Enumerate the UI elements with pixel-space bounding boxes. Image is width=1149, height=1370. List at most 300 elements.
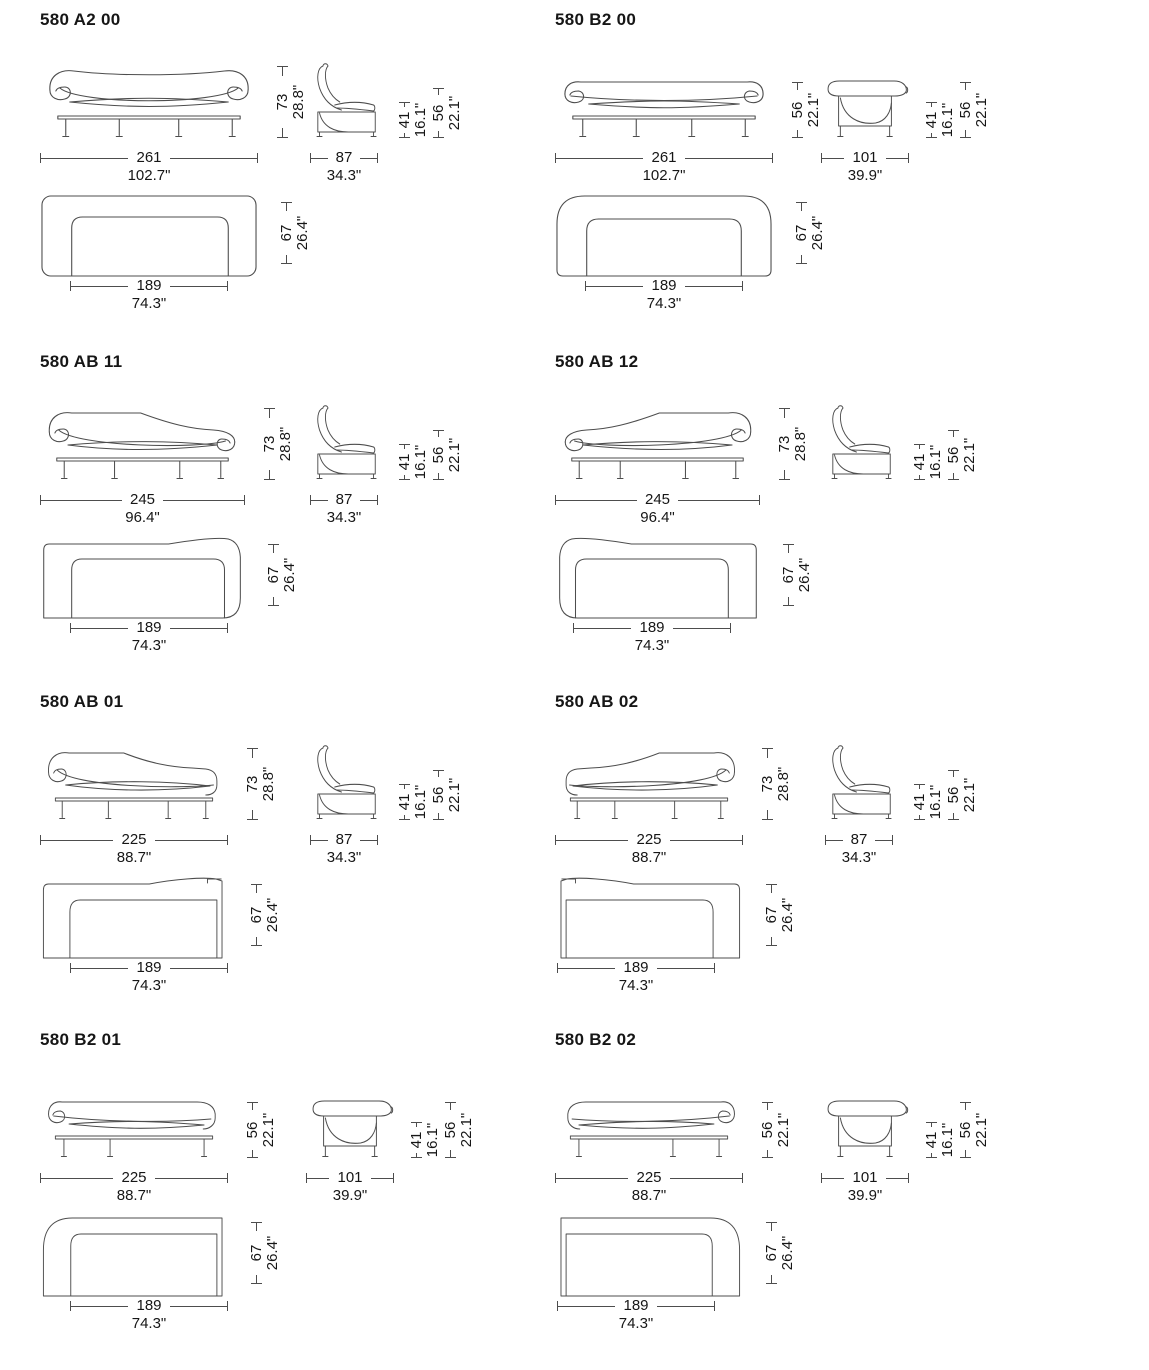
dim-seg (685, 158, 772, 159)
dimension-cm: 56 (945, 786, 962, 804)
dim-tick (762, 1157, 773, 1158)
dimension-line (555, 832, 743, 848)
dimension-label (764, 1236, 796, 1271)
dimension-cm: 87 (335, 491, 353, 508)
product-code: 580 B2 02 (555, 1030, 637, 1049)
dim-seg (822, 1178, 844, 1179)
dimension-cm: 56 (789, 101, 806, 119)
dimension-cm: 41 (396, 111, 413, 129)
dim-seg (41, 840, 113, 841)
front-view-use (566, 753, 734, 819)
dimension-cm: 189 (136, 959, 162, 976)
dimension-inches: 39.9" (847, 1187, 883, 1204)
top-depth-dimension (778, 544, 816, 606)
dimension-inches: 22.1" (775, 1112, 792, 1148)
dimension-label (958, 1113, 990, 1148)
dimension-inches: 22.1" (961, 437, 978, 473)
dimension-inches: 74.3" (131, 1315, 167, 1332)
dim-seg (685, 286, 742, 287)
dimension-inches: 34.3" (841, 849, 877, 866)
front-width-dimension (40, 150, 258, 184)
dimension-cm: 56 (244, 1121, 261, 1139)
dim-seg (170, 286, 227, 287)
front-view-svg (555, 400, 760, 484)
dimension-inches: 22.1" (446, 95, 463, 131)
side-view-use (832, 746, 891, 819)
dim-seg (252, 1102, 253, 1110)
dimension-cm: 67 (265, 566, 282, 584)
dimension-line (557, 1298, 715, 1314)
front-view-use (565, 413, 750, 479)
seat-width-dimension (70, 960, 228, 994)
dimension-cm: 41 (923, 111, 940, 129)
seat-height-dimension (921, 1122, 959, 1158)
dim-seg (678, 500, 759, 501)
top-view-svg (40, 872, 228, 960)
dim-seg (252, 748, 253, 758)
dim-tick (247, 1157, 258, 1158)
dimension-line (555, 150, 773, 166)
dim-seg (311, 158, 328, 159)
side-view-drawing (306, 740, 382, 824)
dim-tick (227, 1301, 228, 1311)
seat-width-dimension (70, 620, 228, 654)
dimension-line (310, 492, 378, 508)
front-width-dimension (555, 1170, 743, 1204)
dim-seg (574, 628, 631, 629)
dimension-cm: 101 (852, 149, 878, 166)
top-view-svg (40, 1210, 228, 1298)
dim-seg (875, 840, 892, 841)
product-code: 580 AB 02 (555, 692, 639, 711)
dim-tick (960, 137, 971, 138)
dimension-label (431, 96, 463, 131)
front-view-use (49, 1102, 216, 1157)
dimension-inches: 16.1" (412, 784, 429, 820)
dim-seg (558, 968, 615, 969)
dimension-label (790, 93, 822, 128)
dim-seg (256, 1222, 257, 1231)
seat-height-dimension (394, 784, 432, 820)
dim-seg (438, 770, 439, 777)
side-view-svg (821, 400, 897, 484)
dimension-cm: 41 (408, 1131, 425, 1149)
dimension-inches: 16.1" (927, 444, 944, 480)
dim-tick (742, 835, 743, 845)
dimension-inches: 88.7" (631, 1187, 667, 1204)
dimension-inches: 26.4" (796, 557, 813, 593)
top-depth-dimension (276, 202, 314, 264)
top-view-svg (555, 872, 743, 960)
dim-tick (908, 1173, 909, 1183)
dimension-label (764, 898, 796, 933)
mirror-group (561, 1218, 740, 1296)
dimension-inches: 34.3" (326, 849, 362, 866)
dimension-cm: 189 (136, 619, 162, 636)
front-view-drawing (40, 1078, 228, 1162)
top-view-drawing (555, 872, 743, 960)
dimension-inches: 28.8" (792, 426, 809, 462)
dim-seg (273, 544, 274, 553)
top-view-use (560, 538, 757, 618)
top-view-svg (555, 532, 760, 620)
seat-width-dimension (70, 278, 228, 312)
dimension-inches: 88.7" (116, 849, 152, 866)
dim-seg (771, 1222, 772, 1231)
dim-tick (908, 153, 909, 163)
dimension-cm: 67 (763, 906, 780, 924)
seat-height-dimension (394, 444, 432, 480)
dim-seg (657, 968, 714, 969)
side-width-dimension (821, 1170, 909, 1204)
top-view-use (561, 1218, 740, 1296)
dimension-cm: 225 (121, 831, 147, 848)
dim-tick (251, 1283, 262, 1284)
dim-tick (268, 605, 279, 606)
dimension-line (70, 278, 228, 294)
dimension-label (794, 216, 826, 251)
dim-tick (281, 263, 292, 264)
dimension-cm: 56 (945, 446, 962, 464)
dim-tick (914, 479, 925, 480)
dim-tick (714, 1301, 715, 1311)
dim-seg (797, 82, 798, 90)
mirror-group (565, 413, 750, 479)
mirror-group (560, 538, 757, 618)
dimension-inches: 74.3" (618, 1315, 654, 1332)
dim-seg (282, 66, 283, 76)
front-view-drawing (555, 1078, 743, 1162)
mirror-group (568, 1102, 735, 1157)
dimension-label (275, 85, 307, 120)
dimension-inches: 26.4" (281, 557, 298, 593)
front-view-svg (555, 740, 743, 824)
dimension-inches: 26.4" (779, 897, 796, 933)
dim-tick (399, 137, 410, 138)
dimension-inches: 26.4" (779, 1235, 796, 1271)
front-view-svg (40, 400, 245, 484)
dimension-inches: 16.1" (412, 102, 429, 138)
dimension-inches: 28.8" (775, 766, 792, 802)
dim-seg (71, 286, 128, 287)
side-height-dimension (428, 88, 466, 138)
dimension-inches: 28.8" (277, 426, 294, 462)
top-view-use (561, 878, 740, 958)
dimension-line (821, 150, 909, 166)
dimension-cm: 189 (651, 277, 677, 294)
dim-tick (227, 281, 228, 291)
dim-tick (445, 1157, 456, 1158)
seat-height-dimension (909, 444, 947, 480)
dimension-inches: 16.1" (939, 1122, 956, 1158)
dim-seg (71, 968, 128, 969)
dimension-cm: 189 (623, 1297, 649, 1314)
front-view-drawing (40, 58, 258, 142)
dim-tick (277, 137, 288, 138)
front-view-use (568, 1102, 735, 1157)
dimension-cm: 41 (911, 453, 928, 471)
dimension-line (70, 620, 228, 636)
dimension-cm: 189 (136, 277, 162, 294)
dim-tick (714, 963, 715, 973)
dimension-inches: 22.1" (973, 92, 990, 128)
front-view-drawing (555, 740, 743, 824)
side-view-use (828, 1101, 908, 1157)
side-view-drawing (821, 58, 909, 142)
dimension-cm: 67 (248, 1244, 265, 1262)
dim-tick (926, 1157, 937, 1158)
dimension-cm: 41 (911, 793, 928, 811)
dim-tick (227, 1173, 228, 1183)
front-view-use (49, 413, 234, 479)
front-view-drawing (40, 740, 228, 824)
dimension-cm: 261 (651, 149, 677, 166)
dim-tick (251, 945, 262, 946)
side-view-svg (306, 740, 382, 824)
dimension-label (431, 438, 463, 473)
dimension-line (70, 960, 228, 976)
dimension-inches: 34.3" (326, 509, 362, 526)
product-panel (40, 692, 555, 1027)
dim-tick (948, 819, 959, 820)
top-depth-dimension (761, 884, 799, 946)
dimension-label (397, 103, 429, 138)
top-view-use (557, 196, 771, 276)
dim-tick (730, 623, 731, 633)
side-height-dimension (955, 82, 993, 138)
top-depth-dimension (246, 884, 284, 946)
product-panel (40, 10, 555, 345)
dim-seg (41, 158, 128, 159)
dim-tick (792, 137, 803, 138)
front-width-dimension (555, 150, 773, 184)
side-height-dimension (943, 430, 981, 480)
front-height-dimension (259, 408, 297, 480)
dim-seg (788, 544, 789, 553)
dim-seg (886, 1178, 908, 1179)
dim-seg (71, 1306, 128, 1307)
dimension-inches: 74.3" (634, 637, 670, 654)
dim-tick (399, 479, 410, 480)
dimension-line (825, 832, 893, 848)
top-view-drawing (555, 1210, 743, 1298)
dim-seg (163, 500, 244, 501)
dimension-line (310, 150, 378, 166)
product-code: 580 B2 00 (555, 10, 637, 29)
dim-seg (360, 500, 377, 501)
dim-tick (742, 281, 743, 291)
dimension-inches: 88.7" (116, 1187, 152, 1204)
dim-seg (371, 1178, 393, 1179)
dimension-inches: 88.7" (631, 849, 667, 866)
front-view-use (50, 71, 248, 137)
seat-height-dimension (406, 1122, 444, 1158)
dimension-cm: 87 (335, 831, 353, 848)
front-width-dimension (555, 492, 760, 526)
seat-height-dimension (909, 784, 947, 820)
dimension-line (70, 1298, 228, 1314)
dimension-inches: 26.4" (264, 1235, 281, 1271)
dimension-line (40, 492, 245, 508)
side-width-dimension (310, 832, 378, 866)
side-view-svg (306, 1078, 394, 1162)
side-height-dimension (943, 770, 981, 820)
dim-tick (399, 819, 410, 820)
dimension-cm: 189 (136, 1297, 162, 1314)
front-view-svg (40, 58, 258, 142)
dim-seg (822, 158, 844, 159)
dim-tick (948, 479, 959, 480)
dimension-inches: 74.3" (131, 295, 167, 312)
dim-seg (953, 430, 954, 437)
dim-tick (762, 819, 773, 820)
dimension-cm: 41 (396, 453, 413, 471)
dimension-label (958, 93, 990, 128)
dim-seg (953, 770, 954, 777)
mirror-group (561, 878, 740, 958)
side-height-dimension (440, 1102, 478, 1158)
front-height-dimension (774, 408, 812, 480)
dimension-cm: 67 (248, 906, 265, 924)
dimension-label (760, 1113, 792, 1148)
front-width-dimension (40, 1170, 228, 1204)
side-view-svg (306, 400, 382, 484)
front-height-dimension (272, 66, 310, 138)
side-view-use (317, 406, 376, 479)
dim-seg (670, 1178, 742, 1179)
top-view-svg (555, 1210, 743, 1298)
dimension-cm: 189 (623, 959, 649, 976)
dimension-label (946, 438, 978, 473)
front-height-dimension (787, 82, 825, 138)
dimension-cm: 245 (644, 491, 671, 508)
dimension-cm: 56 (430, 104, 447, 122)
dim-tick (796, 263, 807, 264)
dim-tick (244, 495, 245, 505)
dimension-inches: 22.1" (446, 437, 463, 473)
dimension-label (912, 445, 944, 480)
product-panel (555, 1030, 1070, 1365)
dimension-cm: 56 (430, 786, 447, 804)
dimension-label (760, 767, 792, 802)
side-view-use (828, 81, 908, 137)
dim-seg (556, 840, 628, 841)
product-code: 580 AB 01 (40, 692, 124, 711)
dimension-cm: 189 (639, 619, 665, 636)
top-depth-dimension (246, 1222, 284, 1284)
dimension-line (310, 832, 378, 848)
dimension-inches: 34.3" (326, 167, 362, 184)
dim-seg (586, 286, 643, 287)
dim-tick (393, 1173, 394, 1183)
dim-seg (269, 408, 270, 418)
front-height-dimension (242, 1102, 280, 1158)
dimension-inches: 16.1" (424, 1122, 441, 1158)
seat-width-dimension (585, 278, 743, 312)
dimension-inches: 16.1" (927, 784, 944, 820)
dimension-cm: 245 (129, 491, 156, 508)
dimension-inches: 102.7" (127, 167, 171, 184)
dimension-cm: 41 (396, 793, 413, 811)
product-panel (40, 352, 555, 687)
top-view-use (43, 1218, 222, 1296)
dimension-inches: 102.7" (642, 167, 686, 184)
front-view-drawing (555, 58, 773, 142)
dimension-label (946, 778, 978, 813)
dimension-label (397, 445, 429, 480)
dimension-cm: 261 (136, 149, 162, 166)
top-depth-dimension (263, 544, 301, 606)
dim-tick (227, 835, 228, 845)
dim-seg (670, 840, 742, 841)
dim-tick (926, 137, 937, 138)
dim-seg (826, 840, 843, 841)
dimension-cm: 56 (957, 1121, 974, 1139)
front-view-use (565, 82, 763, 137)
dim-seg (170, 1306, 227, 1307)
product-code: 580 AB 12 (555, 352, 639, 371)
dimension-label (249, 1236, 281, 1271)
dimension-label (924, 103, 956, 138)
dim-tick (433, 819, 444, 820)
dimension-cm: 101 (337, 1169, 363, 1186)
top-view-drawing (40, 1210, 228, 1298)
dim-seg (558, 1306, 615, 1307)
side-view-drawing (306, 1078, 394, 1162)
top-depth-dimension (791, 202, 829, 264)
side-height-dimension (955, 1102, 993, 1158)
front-view-drawing (555, 400, 760, 484)
dimension-label (279, 216, 311, 251)
top-view-use (44, 538, 241, 618)
dimension-cm: 87 (335, 149, 353, 166)
dimension-cm: 225 (636, 831, 662, 848)
dim-tick (377, 835, 378, 845)
dim-seg (556, 1178, 628, 1179)
dimension-cm: 73 (274, 93, 291, 111)
top-view-use (42, 196, 256, 276)
side-height-dimension (428, 770, 466, 820)
dim-seg (556, 500, 637, 501)
dimension-line (573, 620, 731, 636)
dim-seg (286, 202, 287, 211)
dimension-label (912, 785, 944, 820)
dim-tick (247, 819, 258, 820)
dim-seg (170, 968, 227, 969)
dimension-inches: 74.3" (646, 295, 682, 312)
side-view-use (832, 406, 891, 479)
dim-tick (377, 153, 378, 163)
dimension-inches: 16.1" (939, 102, 956, 138)
side-width-dimension (310, 150, 378, 184)
dim-tick (377, 495, 378, 505)
dimension-inches: 96.4" (125, 509, 160, 526)
dimension-cm: 41 (923, 1131, 940, 1149)
product-panel (555, 10, 1070, 345)
product-code: 580 AB 11 (40, 352, 123, 371)
dim-seg (767, 1102, 768, 1110)
dim-seg (71, 628, 128, 629)
dimension-inches: 39.9" (332, 1187, 368, 1204)
dimension-cm: 73 (261, 435, 278, 453)
dimension-label (249, 898, 281, 933)
dimension-cm: 73 (244, 775, 261, 793)
dim-tick (892, 835, 893, 845)
dimension-cm: 56 (430, 446, 447, 464)
product-code: 580 B2 01 (40, 1030, 122, 1049)
dimension-line (40, 150, 258, 166)
dim-seg (965, 82, 966, 90)
